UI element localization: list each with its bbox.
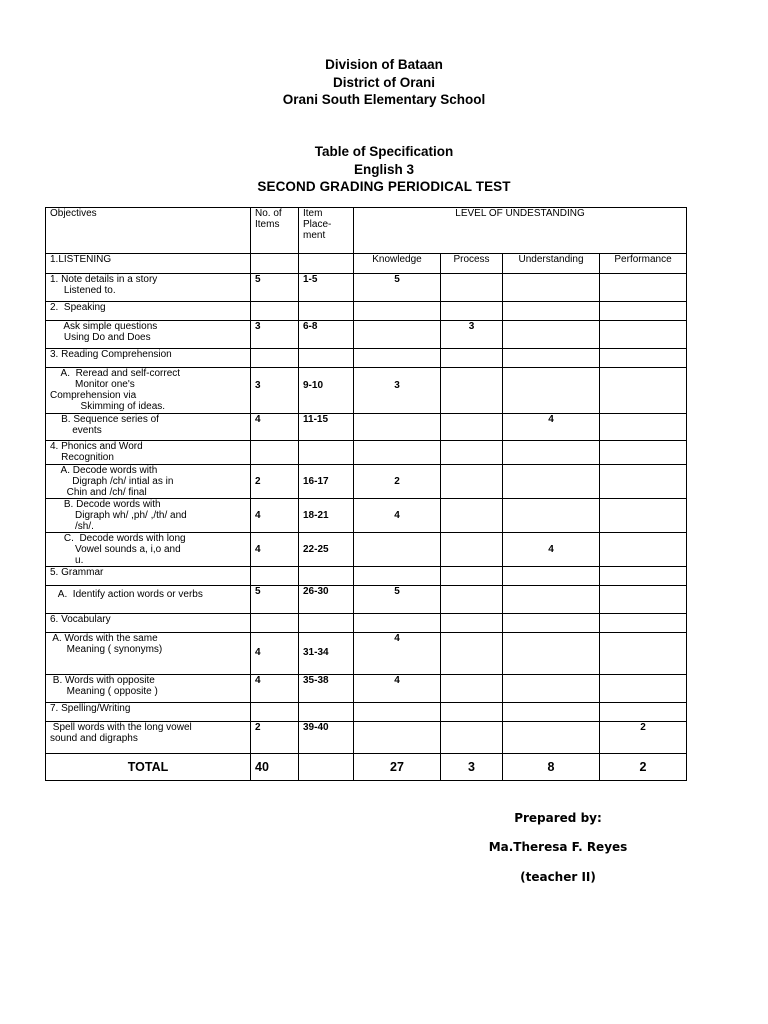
performance-cell: [600, 368, 687, 414]
items-cell: 3: [251, 321, 299, 349]
knowledge-cell: [354, 722, 441, 754]
objective-cell: B. Sequence series of events: [46, 414, 251, 441]
understanding-cell: [503, 499, 600, 533]
section-row-vocabulary: [46, 614, 687, 633]
total-performance: 2: [600, 754, 687, 781]
subject-line: English 3: [353, 161, 414, 177]
test-header: [0, 143, 768, 196]
section-row-speaking: [46, 302, 687, 321]
total-process: 3: [441, 754, 503, 781]
items-cell: 4: [251, 533, 299, 567]
section-row-phonics: [46, 441, 687, 465]
understanding-cell: [503, 321, 600, 349]
table-row: [46, 675, 687, 703]
process-cell: [441, 368, 503, 414]
school-line: Orani South Elementary School: [282, 92, 486, 107]
test-title: SECOND GRADING PERIODICAL TEST: [257, 179, 511, 194]
placement-cell: 6-8: [299, 321, 354, 349]
process-cell: [441, 274, 503, 302]
performance-cell: [600, 633, 687, 675]
preparer-name: Ma.Theresa F. Reyes: [488, 840, 628, 854]
section-label: 7. Spelling/Writing: [46, 703, 251, 722]
placement-cell: 35-38: [299, 675, 354, 703]
performance-cell: [600, 499, 687, 533]
header-understanding: Understanding: [503, 254, 600, 274]
table-header-row: [46, 208, 687, 254]
performance-cell: [600, 321, 687, 349]
knowledge-cell: 5: [354, 586, 441, 614]
placement-cell: 16-17: [299, 465, 354, 499]
division-line: Division of Bataan: [325, 57, 443, 72]
understanding-cell: [503, 675, 600, 703]
understanding-cell: [503, 722, 600, 754]
performance-cell: [600, 586, 687, 614]
district-line: District of Orani: [332, 74, 435, 90]
section-label: 5. Grammar: [46, 567, 251, 586]
understanding-cell: 4: [503, 414, 600, 441]
process-cell: [441, 533, 503, 567]
understanding-cell: [503, 368, 600, 414]
performance-cell: [600, 414, 687, 441]
process-cell: 3: [441, 321, 503, 349]
total-placement: [299, 754, 354, 781]
school-header: [0, 56, 768, 109]
knowledge-cell: 4: [354, 633, 441, 675]
table-row: [46, 321, 687, 349]
items-cell: 4: [251, 633, 299, 675]
knowledge-cell: 3: [354, 368, 441, 414]
items-cell: 2: [251, 465, 299, 499]
objective-cell: A. Words with the same Meaning ( synonyms): [46, 633, 251, 675]
process-cell: [441, 414, 503, 441]
section-row-grammar: [46, 567, 687, 586]
items-cell: 3: [251, 368, 299, 414]
total-items: 40: [251, 754, 299, 781]
process-cell: [441, 586, 503, 614]
placement-cell: 11-15: [299, 414, 354, 441]
items-cell: 4: [251, 499, 299, 533]
placement-cell: 22-25: [299, 533, 354, 567]
table-row: [46, 533, 687, 567]
items-cell: 5: [251, 586, 299, 614]
objective-cell: 1. Note details in a story Listened to.: [46, 274, 251, 302]
prepared-by-label: Prepared by:: [514, 811, 602, 825]
section-label: 1.LISTENING: [46, 254, 251, 274]
total-label: TOTAL: [46, 754, 251, 781]
placement-cell: 31-34: [299, 633, 354, 675]
header-process: Process: [441, 254, 503, 274]
knowledge-cell: 5: [354, 274, 441, 302]
objective-cell: C. Decode words with long Vowel sounds a, i,o and u.: [46, 533, 251, 567]
header-performance: Performance: [600, 254, 687, 274]
table-row: [46, 414, 687, 441]
section-label: 4. Phonics and Word Recognition: [46, 441, 251, 465]
knowledge-cell: 2: [354, 465, 441, 499]
knowledge-cell: [354, 414, 441, 441]
section-label: 6. Vocabulary: [46, 614, 251, 633]
understanding-cell: [503, 274, 600, 302]
knowledge-cell: 4: [354, 499, 441, 533]
section-row-spelling: [46, 703, 687, 722]
understanding-cell: [503, 465, 600, 499]
process-cell: [441, 722, 503, 754]
placement-cell: 39-40: [299, 722, 354, 754]
preparer-position: (teacher II): [520, 870, 596, 884]
items-cell: 2: [251, 722, 299, 754]
table-row: [46, 586, 687, 614]
total-understanding: 8: [503, 754, 600, 781]
total-knowledge: 27: [354, 754, 441, 781]
table-row: [46, 368, 687, 414]
table-row: [46, 722, 687, 754]
process-cell: [441, 633, 503, 675]
process-cell: [441, 675, 503, 703]
knowledge-cell: [354, 533, 441, 567]
items-cell: 4: [251, 675, 299, 703]
section-row-reading: [46, 349, 687, 368]
header-item-placement: Item Place-ment: [299, 208, 354, 254]
total-row: [46, 754, 687, 781]
understanding-cell: [503, 633, 600, 675]
objective-cell: A. Identify action words or verbs: [46, 586, 251, 614]
objective-cell: Spell words with the long vowel sound and digraphs: [46, 722, 251, 754]
header-knowledge: Knowledge: [354, 254, 441, 274]
process-cell: [441, 499, 503, 533]
knowledge-cell: 4: [354, 675, 441, 703]
table-row: [46, 499, 687, 533]
items-cell: 4: [251, 414, 299, 441]
header-objectives: Objectives: [46, 208, 251, 254]
placement-cell: 1-5: [299, 274, 354, 302]
performance-cell: 2: [600, 722, 687, 754]
performance-cell: [600, 274, 687, 302]
section-label: 3. Reading Comprehension: [46, 349, 251, 368]
objective-cell: A. Decode words with Digraph /ch/ intial as in Chin and /ch/ final: [46, 465, 251, 499]
process-cell: [441, 465, 503, 499]
table-row: [46, 633, 687, 675]
performance-cell: [600, 533, 687, 567]
table-row: [46, 465, 687, 499]
header-level-of-understanding: LEVEL OF UNDESTANDING: [354, 208, 687, 254]
understanding-cell: 4: [503, 533, 600, 567]
performance-cell: [600, 465, 687, 499]
table-row: [46, 274, 687, 302]
placement-cell: 9-10: [299, 368, 354, 414]
section-row-listening: [46, 254, 687, 274]
header-no-of-items: No. of Items: [251, 208, 299, 254]
objective-cell: A. Reread and self-correct Monitor one's Comprehension via Skimming of ideas.: [46, 368, 251, 414]
items-cell: 5: [251, 274, 299, 302]
objective-cell: B. Decode words with Digraph wh/ ,ph/ ,/th/ and /sh/.: [46, 499, 251, 533]
performance-cell: [600, 675, 687, 703]
objective-cell: B. Words with opposite Meaning ( opposite ): [46, 675, 251, 703]
placement-cell: 26-30: [299, 586, 354, 614]
placement-cell: 18-21: [299, 499, 354, 533]
objective-cell: Ask simple questions Using Do and Does: [46, 321, 251, 349]
document-title: Table of Specification: [314, 144, 454, 159]
understanding-cell: [503, 586, 600, 614]
section-label: 2. Speaking: [46, 302, 251, 321]
specification-table: [45, 207, 687, 781]
knowledge-cell: [354, 321, 441, 349]
